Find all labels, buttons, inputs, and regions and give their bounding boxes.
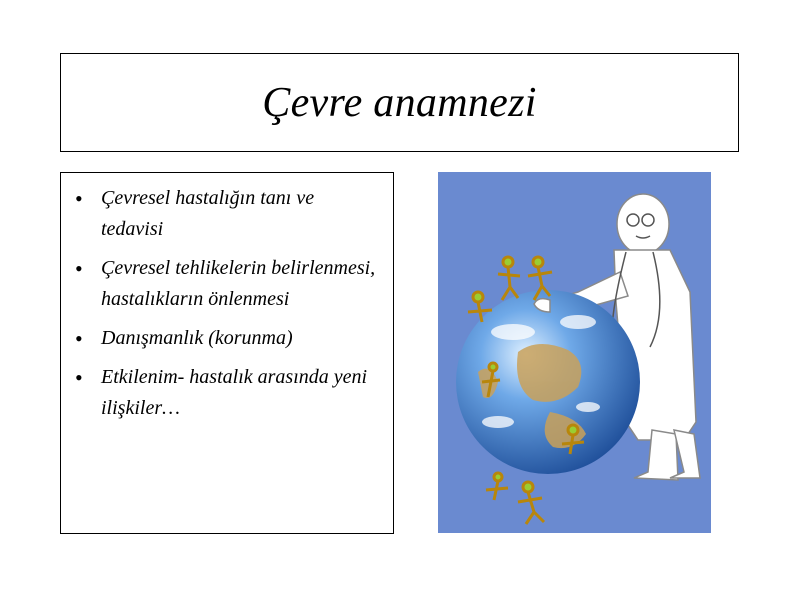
doctor-examining-globe-icon <box>438 172 711 533</box>
bullet-item <box>75 323 381 354</box>
bullet-text: Çevresel tehlikelerin belirlenmesi, hastalıkların önlenmesi <box>101 257 376 310</box>
bullet-icon: • <box>75 256 83 281</box>
bullet-text: Etkilenim- hastalık arasında yeni ilişkiler… <box>101 366 368 419</box>
bullet-icon: • <box>75 365 83 390</box>
bullet-text: Çevresel hastalığın tanı ve tedavisi <box>101 187 315 240</box>
bullet-icon: • <box>75 326 83 351</box>
bullet-icon: • <box>75 186 83 211</box>
bullet-list <box>75 183 381 424</box>
bullet-item <box>75 362 381 424</box>
bullet-list-box <box>60 172 394 534</box>
slide-title: Çevre anamnezi <box>262 79 537 126</box>
title-box <box>60 53 739 152</box>
bullet-text: Danışmanlık (korunma) <box>101 327 293 349</box>
bullet-item <box>75 183 381 245</box>
bullet-item <box>75 253 381 315</box>
